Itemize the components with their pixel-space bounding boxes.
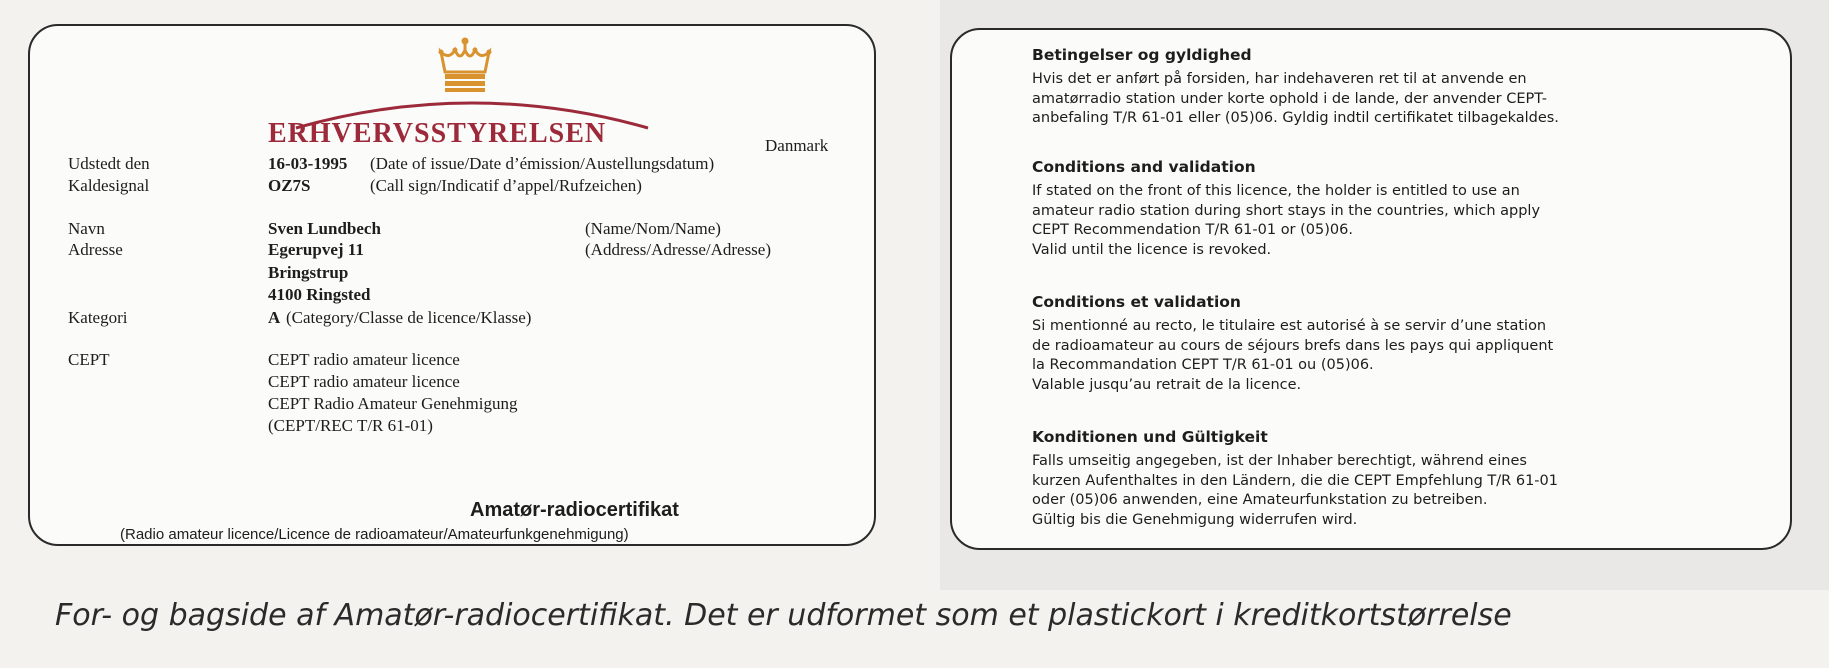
category-label: Kategori (68, 308, 128, 327)
section-heading: Conditions et validation (1032, 293, 1241, 311)
certificate-subtitle: (Radio amateur licence/Licence de radioamateur/Amateurfunkgenehmigung) (120, 526, 629, 543)
address-label: Adresse (68, 240, 123, 259)
name-label: Navn (68, 219, 105, 238)
cept-line: (CEPT/REC T/R 61-01) (268, 416, 433, 435)
certificate-back-card (950, 28, 1792, 550)
name-value: Sven Lundbech (268, 219, 381, 238)
cept-line: CEPT radio amateur licence (268, 372, 460, 391)
name-note: (Name/Nom/Name) (585, 219, 721, 238)
call-sign-note: (Call sign/Indicatif d’appel/Rufzeichen) (370, 176, 642, 195)
conditions-french (1032, 293, 1553, 395)
conditions-danish (1032, 46, 1559, 129)
call-sign-label: Kaldesignal (68, 176, 150, 195)
call-sign-value: OZ7S (268, 176, 311, 195)
issue-date-value: 16-03-1995 (268, 154, 348, 173)
conditions-german (1032, 428, 1558, 530)
certificate-title: Amatør-radiocertifikat (470, 499, 679, 521)
category-note: (Category/Classe de licence/Klasse) (286, 308, 532, 327)
section-text: Hvis det er anført på forsiden, har indehaveren ret til at anvende en amatørradio station under korte ophold i de lande, der anvender CEPT- anbefaling T/R 61-01 eller (05)06. Gyldig indtil certifikatet tilbagekaldes. (1032, 71, 1559, 126)
figure-caption: For- og bagside af Amatør-radiocertifikat. Det er udformet som et plastickort i kreditkortstørrelse (55, 598, 1512, 633)
cept-line: CEPT radio amateur licence (268, 350, 460, 369)
section-text: If stated on the front of this licence, the holder is entitled to use an amateur radio station during short stays in the countries, which apply CEPT Recommendation T/R 61-01 or (05)06. Valid until the licence is revoked. (1032, 183, 1541, 258)
address-value: Egerupvej 11 (268, 240, 364, 259)
country-label: Danmark (765, 136, 829, 155)
conditions-english (1032, 158, 1540, 260)
address-line-2: Bringstrup (268, 263, 349, 282)
certificate-front-card (28, 24, 876, 546)
cept-label: CEPT (68, 350, 110, 369)
section-heading: Conditions and validation (1032, 158, 1256, 176)
category-value: A (268, 308, 281, 327)
issue-date-note: (Date of issue/Date d’émission/Austellungsdatum) (370, 154, 715, 173)
address-line-3: 4100 Ringsted (268, 285, 371, 304)
section-heading: Betingelser og gyldighed (1032, 46, 1252, 64)
section-heading: Konditionen und Gültigkeit (1032, 428, 1268, 446)
issue-date-label: Udstedt den (68, 154, 150, 173)
address-note: (Address/Adresse/Adresse) (585, 240, 772, 259)
section-text: Si mentionné au recto, le titulaire est autorisé à se servir d’une station de radioamateur au cours de séjours brefs dans les pays qui appliquent la Recommandation CEPT T/R 61-01 ou (05)06. Valable jusqu’au retrait de la licence. (1032, 318, 1554, 393)
brand-name: ERHVERVSSTYRELSEN (268, 118, 607, 149)
cept-line: CEPT Radio Amateur Genehmigung (268, 394, 518, 413)
section-text: Falls umseitig angegeben, ist der Inhaber berechtigt, während eines kurzen Aufenthaltes in den Ländern, die die CEPT Empfehlung T/R 61-01 oder (05)06 anwenden, eine Amateurfunkstation zu betreiben. Gültig bis die Genehmigung widerrufen wird. (1032, 453, 1558, 528)
